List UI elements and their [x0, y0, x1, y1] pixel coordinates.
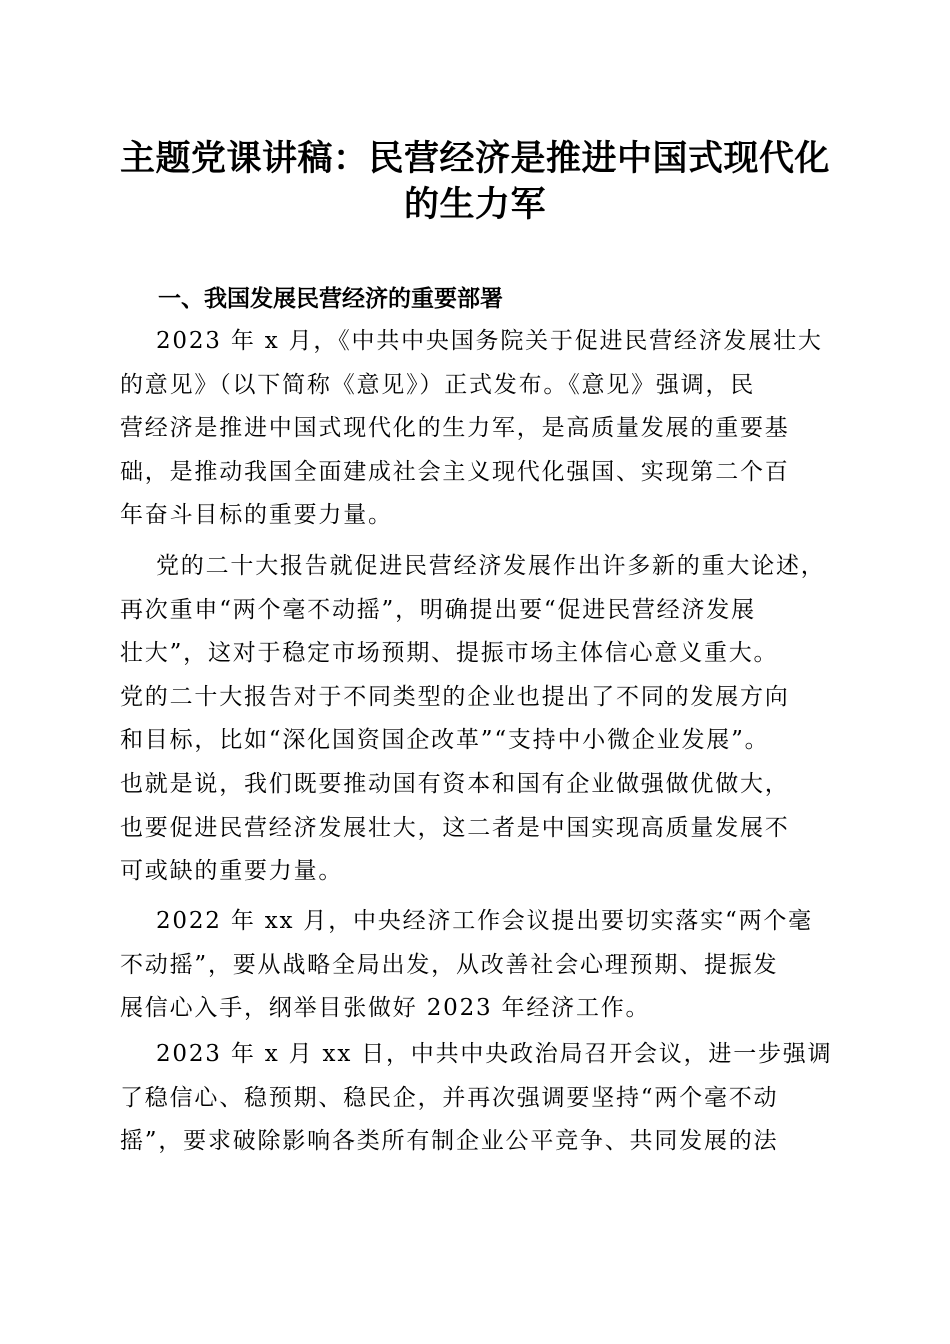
paragraph-line: 也要促进民营经济发展壮大，这二者是中国实现高质量发展不: [120, 814, 790, 841]
paragraph-line: 摇”，要求破除影响各类所有制企业公平竞争、共同发展的法: [120, 1128, 779, 1155]
paragraph-line: 的意见》（以下简称《意见》）正式发布。《意见》强调，民: [120, 371, 756, 398]
document-title: [100, 136, 850, 228]
document-title-line-2: 的生力军: [403, 184, 546, 225]
paragraph-4: [120, 1033, 840, 1164]
paragraph-line: 2023 年 x 月 xx 日，中共中央政治局召开会议，进一步强调: [156, 1041, 833, 1067]
paragraph-line: 党的二十大报告就促进民营经济发展作出许多新的重大论述，: [156, 553, 826, 579]
paragraph-line: 和目标，比如“深化国资国企改革”“支持中小微企业发展”。: [120, 727, 770, 754]
paragraph-line: 不动摇”，要从战略全局出发，从改善社会心理预期、提振发: [120, 951, 779, 978]
paragraph-line: 了稳信心、稳预期、稳民企，并再次强调要坚持“两个毫不动: [120, 1084, 779, 1111]
paragraph-line: 营经济是推进中国式现代化的生力军，是高质量发展的重要基: [120, 415, 790, 442]
paragraph-1: [120, 320, 840, 538]
paragraph-3: [120, 900, 840, 1031]
paragraph-line: 壮大”，这对于稳定市场预期、提振市场主体信心意义重大。: [120, 640, 779, 667]
paragraph-line: 可或缺的重要力量。: [120, 858, 344, 885]
section-heading: 一、我国发展民营经济的重要部署: [158, 286, 503, 312]
paragraph-line: 2022 年 xx 月，中央经济工作会议提出要切实落实“两个毫: [156, 908, 813, 934]
paragraph-2: [120, 545, 840, 894]
paragraph-line: 再次重申“两个毫不动摇”，明确提出要“促进民营经济发展: [120, 596, 756, 623]
paragraph-line: 党的二十大报告对于不同类型的企业也提出了不同的发展方向: [120, 683, 790, 710]
paragraph-line: 础，是推动我国全面建成社会主义现代化强国、实现第二个百: [120, 458, 790, 485]
document-title-line-1: 主题党课讲稿：民营经济是推进中国式现代化: [119, 138, 830, 179]
paragraph-line: 2023 年 x 月，《中共中央国务院关于促进民营经济发展壮大: [156, 328, 823, 354]
paragraph-line: 也就是说，我们既要推动国有资本和国有企业做强做优做大，: [120, 770, 790, 797]
paragraph-line: 展信心入手，纲举目张做好 2023 年经济工作。: [120, 995, 651, 1022]
paragraph-line: 年奋斗目标的重要力量。: [120, 502, 393, 529]
